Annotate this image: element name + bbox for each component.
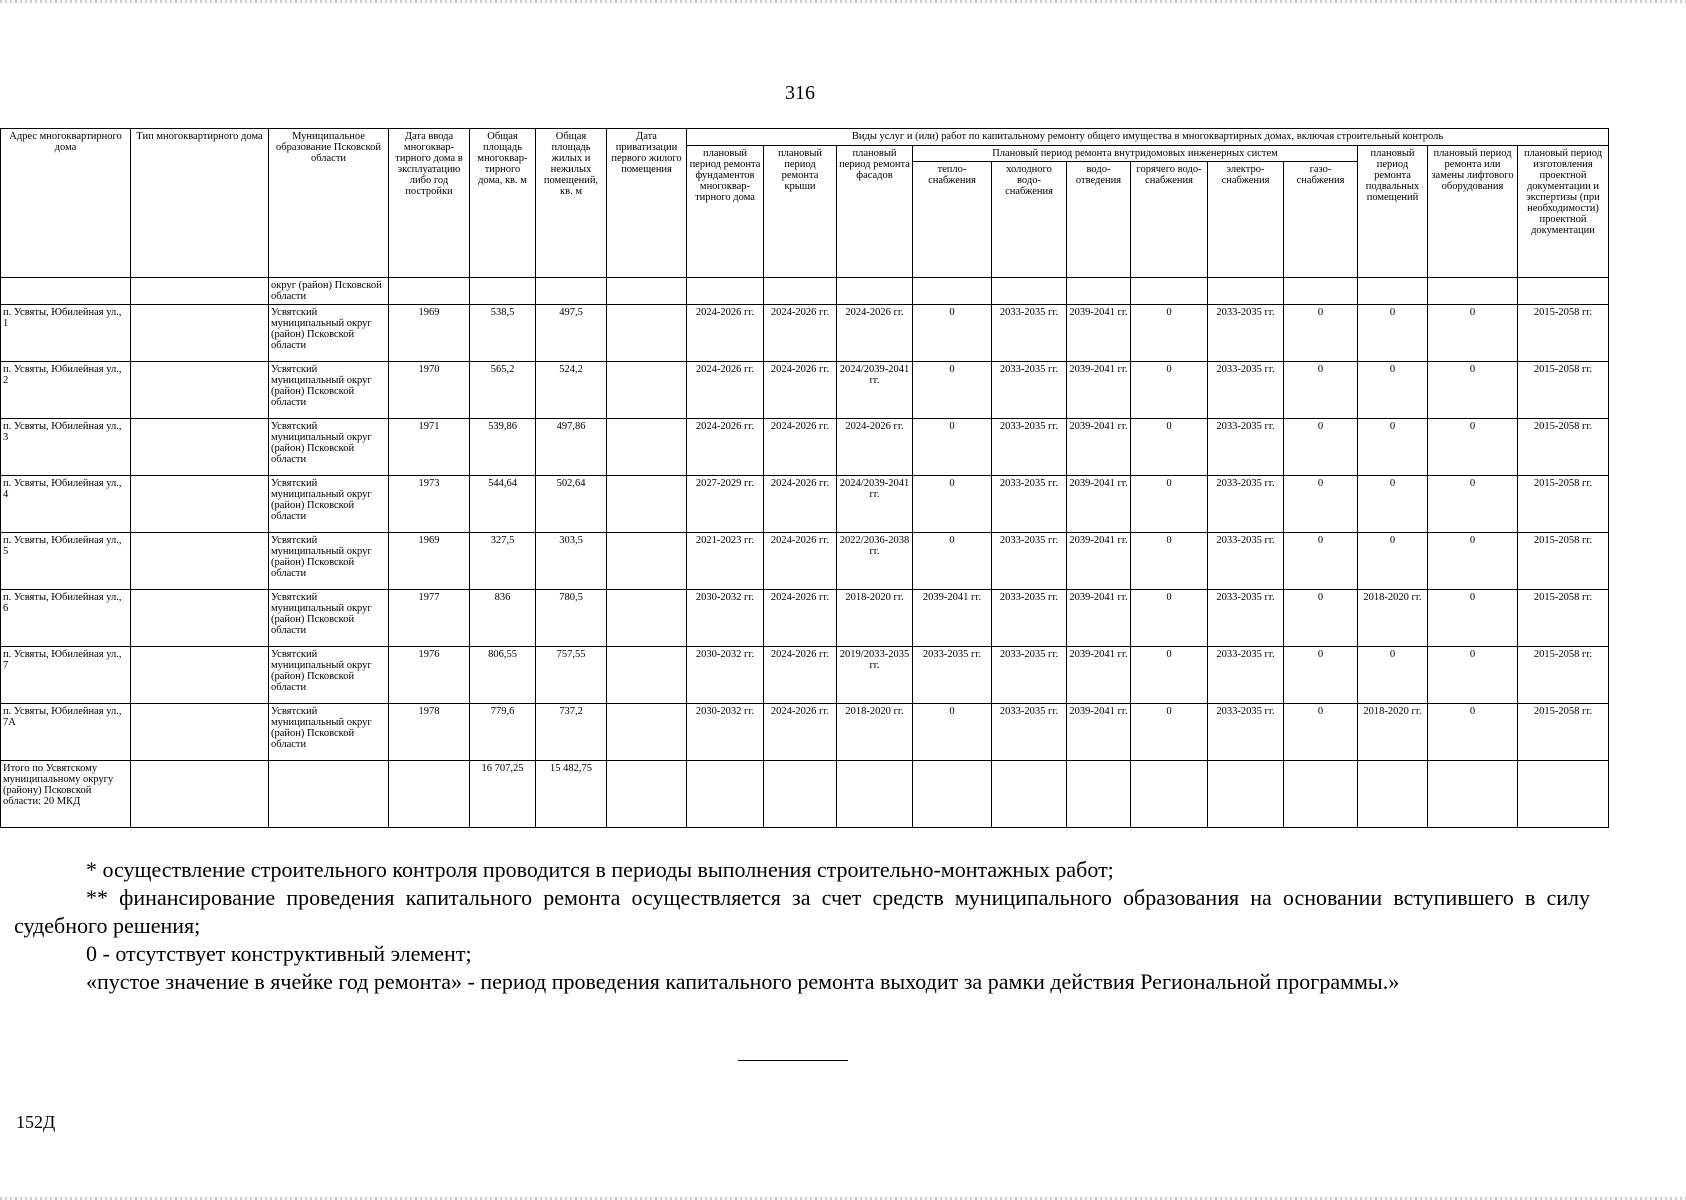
cell-hot-water: 0 — [1131, 305, 1208, 362]
header-elevator: плановый период ремонта или замены лифтового оборудования — [1428, 146, 1518, 278]
cell-municipality: Усвятский муниципальный округ (район) Псковской области — [269, 533, 389, 590]
cell-living-area: 497,86 — [536, 419, 607, 476]
cell-electricity: 2033-2035 гг. — [1208, 647, 1284, 704]
cell-municipality: Усвятский муниципальный округ (район) Псковской области — [269, 305, 389, 362]
cell-address: п. Усвяты, Юбилейная ул., 6 — [1, 590, 131, 647]
cell-total-area: 836 — [470, 590, 536, 647]
cell-design-docs: 2015-2058 гг. — [1518, 419, 1609, 476]
cell-privatization — [607, 533, 687, 590]
cell-year: 1978 — [389, 704, 470, 761]
cell-total-area: 327,5 — [470, 533, 536, 590]
footnote-empty-value: «пустое значение в ячейке год ремонта» - период проведения капитального ремонта выходит за рамки действия Региональной программы.» — [86, 969, 1400, 994]
cell-address: п. Усвяты, Юбилейная ул., 3 — [1, 419, 131, 476]
cell-municipality: Усвятский муниципальный округ (район) Псковской области — [269, 590, 389, 647]
cell-electricity: 2033-2035 гг. — [1208, 305, 1284, 362]
cell-hot-water: 0 — [1131, 704, 1208, 761]
cell-roof: 2024-2026 гг. — [764, 647, 837, 704]
cell-elevator: 0 — [1428, 533, 1518, 590]
header-address: Адрес многоквартирного дома — [1, 129, 131, 278]
cell-year: 1970 — [389, 362, 470, 419]
header-heating: тепло-снабжения — [913, 162, 992, 278]
table-row — [1, 704, 1609, 761]
cell-roof: 2024-2026 гг. — [764, 362, 837, 419]
cell-year: 1969 — [389, 305, 470, 362]
header-date-commission: Дата ввода многоквар-тирного дома в эксплуатацию либо год постройки — [389, 129, 470, 278]
cell-design-docs: 2015-2058 гг. — [1518, 362, 1609, 419]
cell-total-area: 538,5 — [470, 305, 536, 362]
document-code: 152Д — [16, 1112, 56, 1132]
cell-gas: 0 — [1284, 647, 1358, 704]
cell-privatization — [607, 704, 687, 761]
separator-line — [738, 1060, 848, 1061]
cell-total-area: 779,6 — [470, 704, 536, 761]
cell-gas: 0 — [1284, 419, 1358, 476]
cell-cold-water: 2033-2035 гг. — [992, 590, 1067, 647]
total-living-area: 15 482,75 — [536, 761, 607, 828]
cell-basement: 2018-2020 гг. — [1358, 590, 1428, 647]
scan-edge-top — [0, 0, 1686, 3]
header-works-group: Виды услуг и (или) работ по капитальному ремонту общего имущества в многоквартирных домах, включая строительный контроль — [687, 129, 1609, 146]
cell-elevator: 0 — [1428, 476, 1518, 533]
cell-hot-water: 0 — [1131, 476, 1208, 533]
header-engineering-group: Плановый период ремонта внутридомовых инженерных систем — [913, 146, 1358, 162]
cell-facade: 2024-2026 гг. — [837, 305, 913, 362]
cell-electricity: 2033-2035 гг. — [1208, 533, 1284, 590]
header-sewage: водо-отведения — [1067, 162, 1131, 278]
cell-roof: 2024-2026 гг. — [764, 305, 837, 362]
header-total-area: Общая площадь многоквар-тирного дома, кв. м — [470, 129, 536, 278]
cell-cold-water: 2033-2035 гг. — [992, 476, 1067, 533]
cell-type — [131, 476, 269, 533]
header-facade: плановый период ремонта фасадов — [837, 146, 913, 278]
cell-facade: 2024-2026 гг. — [837, 419, 913, 476]
cell-heating: 0 — [913, 704, 992, 761]
header-electricity: электро-снабжения — [1208, 162, 1284, 278]
cell-facade: 2018-2020 гг. — [837, 590, 913, 647]
cell-privatization — [607, 419, 687, 476]
cell-gas: 0 — [1284, 305, 1358, 362]
cell-heating: 0 — [913, 305, 992, 362]
cell-address: п. Усвяты, Юбилейная ул., 4 — [1, 476, 131, 533]
header-cold-water: холодного водо-снабжения — [992, 162, 1067, 278]
cell-type — [131, 533, 269, 590]
total-row — [1, 761, 1609, 828]
cell-gas: 0 — [1284, 704, 1358, 761]
cell-heating: 0 — [913, 419, 992, 476]
cell-cold-water: 2033-2035 гг. — [992, 419, 1067, 476]
cell-heating: 0 — [913, 476, 992, 533]
cell-type — [131, 590, 269, 647]
header-basement: плановый период ремонта подвальных помещений — [1358, 146, 1428, 278]
cell-cold-water: 2033-2035 гг. — [992, 533, 1067, 590]
cell-address: п. Усвяты, Юбилейная ул., 2 — [1, 362, 131, 419]
cell-hot-water: 0 — [1131, 533, 1208, 590]
cell-cold-water: 2033-2035 гг. — [992, 305, 1067, 362]
cell-facade: 2024/2039-2041 гг. — [837, 476, 913, 533]
cell-elevator: 0 — [1428, 647, 1518, 704]
cell-sewage: 2039-2041 гг. — [1067, 590, 1131, 647]
cell-electricity: 2033-2035 гг. — [1208, 362, 1284, 419]
total-label: Итого по Усвятскому муниципальному округу (району) Псковской области: 20 МКД — [1, 761, 131, 828]
cell-heating: 0 — [913, 533, 992, 590]
cell-living-area: 303,5 — [536, 533, 607, 590]
cell-hot-water: 0 — [1131, 362, 1208, 419]
cell-living-area: 497,5 — [536, 305, 607, 362]
table-row — [1, 305, 1609, 362]
cell-hot-water: 0 — [1131, 419, 1208, 476]
cell-design-docs: 2015-2058 гг. — [1518, 533, 1609, 590]
cell-municipality: Усвятский муниципальный округ (район) Псковской области — [269, 362, 389, 419]
cell-address: п. Усвяты, Юбилейная ул., 1 — [1, 305, 131, 362]
cell-foundation: 2030-2032 гг. — [687, 647, 764, 704]
cell-total-area: 806,55 — [470, 647, 536, 704]
cell-facade: 2024/2039-2041 гг. — [837, 362, 913, 419]
cell-privatization — [607, 362, 687, 419]
header-type: Тип многоквартирного дома — [131, 129, 269, 278]
footnote-construction-control: * осуществление строительного контроля проводится в периоды выполнения строительно-монтажных работ; — [86, 857, 1114, 882]
cell-basement: 0 — [1358, 362, 1428, 419]
cell-municipality: Усвятский муниципальный округ (район) Псковской области — [269, 704, 389, 761]
cell-elevator: 0 — [1428, 704, 1518, 761]
cell-electricity: 2033-2035 гг. — [1208, 704, 1284, 761]
cell-elevator: 0 — [1428, 305, 1518, 362]
cell-design-docs: 2015-2058 гг. — [1518, 590, 1609, 647]
capital-repair-table — [0, 128, 1609, 828]
cell-facade: 2022/2036-2038 гг. — [837, 533, 913, 590]
cell-living-area: 737,2 — [536, 704, 607, 761]
cell-total-area: 544,64 — [470, 476, 536, 533]
cell-basement: 2018-2020 гг. — [1358, 704, 1428, 761]
cell-address: п. Усвяты, Юбилейная ул., 7 — [1, 647, 131, 704]
cell-total-area: 565,2 — [470, 362, 536, 419]
cell-gas: 0 — [1284, 590, 1358, 647]
cell-living-area: 524,2 — [536, 362, 607, 419]
cell-heating: 2039-2041 гг. — [913, 590, 992, 647]
cell-foundation: 2024-2026 гг. — [687, 419, 764, 476]
cell-roof: 2024-2026 гг. — [764, 476, 837, 533]
cell-foundation: 2024-2026 гг. — [687, 305, 764, 362]
continuation-row — [1, 278, 1609, 305]
cell-type — [131, 419, 269, 476]
cell-living-area: 502,64 — [536, 476, 607, 533]
cell-privatization — [607, 647, 687, 704]
cell-foundation: 2024-2026 гг. — [687, 362, 764, 419]
cell-type — [131, 305, 269, 362]
cell-electricity: 2033-2035 гг. — [1208, 590, 1284, 647]
cell-municipality: Усвятский муниципальный округ (район) Псковской области — [269, 476, 389, 533]
cell-sewage: 2039-2041 гг. — [1067, 704, 1131, 761]
cell-foundation: 2021-2023 гг. — [687, 533, 764, 590]
cell-gas: 0 — [1284, 533, 1358, 590]
cell-basement: 0 — [1358, 419, 1428, 476]
cell-electricity: 2033-2035 гг. — [1208, 419, 1284, 476]
cell-facade: 2019/2033-2035 гг. — [837, 647, 913, 704]
cell-type — [131, 704, 269, 761]
table-row — [1, 419, 1609, 476]
cell-foundation: 2030-2032 гг. — [687, 590, 764, 647]
cell-roof: 2024-2026 гг. — [764, 704, 837, 761]
cell-cold-water: 2033-2035 гг. — [992, 362, 1067, 419]
cell-type — [131, 647, 269, 704]
cell-address: п. Усвяты, Юбилейная ул., 7А — [1, 704, 131, 761]
cell-privatization — [607, 476, 687, 533]
cell-year: 1976 — [389, 647, 470, 704]
total-total-area: 16 707,25 — [470, 761, 536, 828]
page-number: 316 — [785, 82, 815, 104]
cell-address: п. Усвяты, Юбилейная ул., 5 — [1, 533, 131, 590]
cell-design-docs: 2015-2058 гг. — [1518, 305, 1609, 362]
table-row — [1, 362, 1609, 419]
cell-type — [131, 362, 269, 419]
cell-sewage: 2039-2041 гг. — [1067, 419, 1131, 476]
cell-electricity: 2033-2035 гг. — [1208, 476, 1284, 533]
cell-design-docs: 2015-2058 гг. — [1518, 647, 1609, 704]
cell-gas: 0 — [1284, 476, 1358, 533]
footnote-financing: ** финансирование проведения капитального ремонта осуществляется за счет средств муниципального образования на основании вступившего в силу судебного решения; — [14, 885, 1590, 938]
cell-total-area: 539,86 — [470, 419, 536, 476]
header-design-docs: плановый период изготовления проектной документации и экспертизы (при необходимости) проектной документации — [1518, 146, 1609, 278]
header-hot-water: горячего водо-снабжения — [1131, 162, 1208, 278]
cell-municipality: округ (район) Псковской области — [269, 278, 389, 305]
cell-foundation: 2027-2029 гг. — [687, 476, 764, 533]
cell-heating: 0 — [913, 362, 992, 419]
cell-year: 1969 — [389, 533, 470, 590]
table-row — [1, 647, 1609, 704]
cell-basement: 0 — [1358, 305, 1428, 362]
cell-living-area: 780,5 — [536, 590, 607, 647]
cell-year: 1971 — [389, 419, 470, 476]
cell-roof: 2024-2026 гг. — [764, 419, 837, 476]
cell-year: 1973 — [389, 476, 470, 533]
header-living-area: Общая площадь жилых и нежилых помещений, кв. м — [536, 129, 607, 278]
header-municipality: Муниципальное образование Псковской области — [269, 129, 389, 278]
cell-facade: 2018-2020 гг. — [837, 704, 913, 761]
footnotes — [14, 856, 1590, 996]
cell-basement: 0 — [1358, 533, 1428, 590]
cell-sewage: 2039-2041 гг. — [1067, 533, 1131, 590]
cell-privatization — [607, 590, 687, 647]
cell-sewage: 2039-2041 гг. — [1067, 305, 1131, 362]
cell-basement: 0 — [1358, 647, 1428, 704]
cell-heating: 2033-2035 гг. — [913, 647, 992, 704]
cell-design-docs: 2015-2058 гг. — [1518, 476, 1609, 533]
cell-municipality: Усвятский муниципальный округ (район) Псковской области — [269, 419, 389, 476]
cell-foundation: 2030-2032 гг. — [687, 704, 764, 761]
table-row — [1, 590, 1609, 647]
cell-sewage: 2039-2041 гг. — [1067, 647, 1131, 704]
table-row — [1, 533, 1609, 590]
header-foundation: плановый период ремонта фундаментов многоквар-тирного дома — [687, 146, 764, 278]
cell-cold-water: 2033-2035 гг. — [992, 647, 1067, 704]
header-privatization-date: Дата приватизации первого жилого помещения — [607, 129, 687, 278]
cell-roof: 2024-2026 гг. — [764, 590, 837, 647]
table-row — [1, 476, 1609, 533]
cell-roof: 2024-2026 гг. — [764, 533, 837, 590]
cell-living-area: 757,55 — [536, 647, 607, 704]
cell-elevator: 0 — [1428, 362, 1518, 419]
cell-gas: 0 — [1284, 362, 1358, 419]
cell-basement: 0 — [1358, 476, 1428, 533]
cell-design-docs: 2015-2058 гг. — [1518, 704, 1609, 761]
cell-sewage: 2039-2041 гг. — [1067, 362, 1131, 419]
cell-hot-water: 0 — [1131, 647, 1208, 704]
cell-cold-water: 2033-2035 гг. — [992, 704, 1067, 761]
cell-elevator: 0 — [1428, 419, 1518, 476]
cell-year: 1977 — [389, 590, 470, 647]
cell-hot-water: 0 — [1131, 590, 1208, 647]
cell-municipality: Усвятский муниципальный округ (район) Псковской области — [269, 647, 389, 704]
cell-sewage: 2039-2041 гг. — [1067, 476, 1131, 533]
cell-privatization — [607, 305, 687, 362]
header-gas: газо-снабжения — [1284, 162, 1358, 278]
cell-elevator: 0 — [1428, 590, 1518, 647]
header-roof: плановый период ремонта крыши — [764, 146, 837, 278]
footnote-zero: 0 - отсутствует конструктивный элемент; — [86, 941, 472, 966]
